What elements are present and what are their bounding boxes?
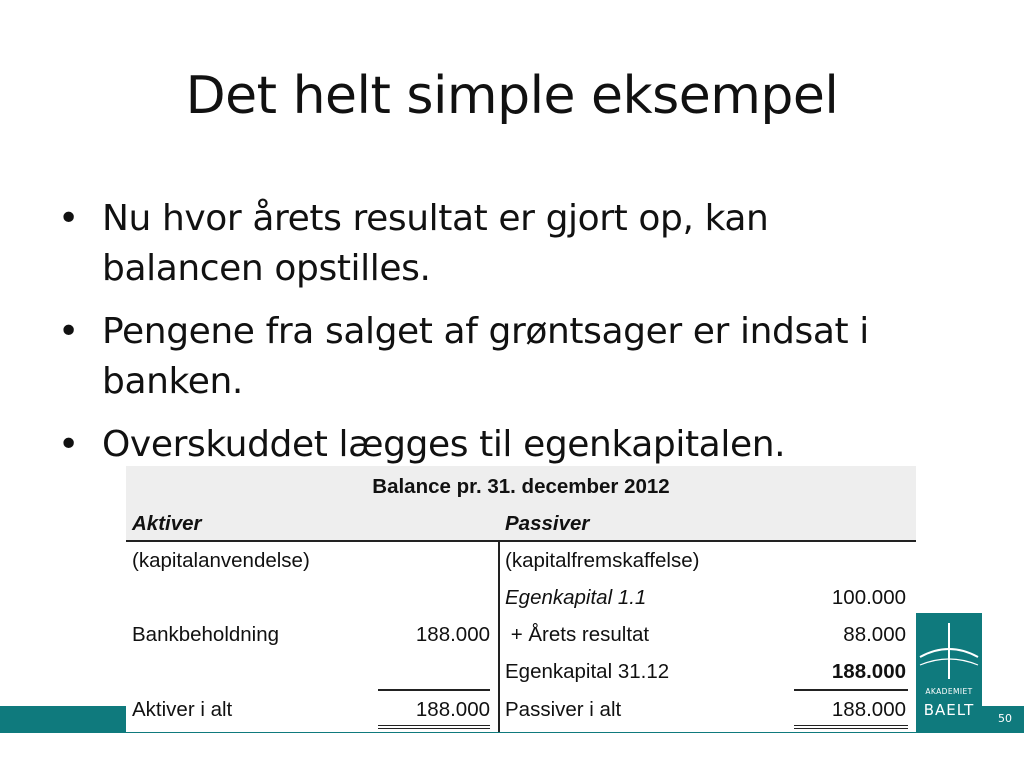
equity-start-value: 100.000 [831, 586, 906, 609]
bridge-icon [916, 613, 982, 687]
bullet-dot-icon: • [58, 198, 79, 239]
equity-start-label: Egenkapital 1.1 [505, 586, 647, 609]
liabilities-double-line-1 [794, 725, 908, 726]
bank-label: Bankbeholdning [132, 623, 280, 646]
akademiet-baelt-logo [916, 613, 982, 725]
bullet-item [58, 420, 938, 466]
balance-table [126, 466, 916, 732]
assets-header: Aktiver [132, 512, 202, 535]
liabilities-header: Passiver [505, 512, 590, 535]
assets-double-line-2 [378, 728, 490, 729]
bullet-item [58, 194, 938, 294]
assets-sum-line [378, 689, 490, 691]
bank-value: 188.000 [415, 623, 490, 646]
bullet-dot-icon: • [58, 424, 79, 465]
assets-subtitle: (kapitalanvendelse) [132, 549, 310, 572]
bullet-text: Pengene fra salget af grøntsager er indsat i banken. [102, 311, 869, 402]
balance-title: Balance pr. 31. december 2012 [372, 475, 670, 498]
total-assets-label: Aktiver i alt [132, 698, 233, 721]
total-assets-value: 188.000 [415, 698, 490, 721]
equity-end-value: 188.000 [831, 660, 906, 683]
bullet-list [58, 194, 938, 466]
total-liabilities-value: 188.000 [831, 698, 906, 721]
column-divider [498, 542, 500, 732]
page-number: 50 [998, 712, 1012, 725]
bullet-text: Overskuddet lægges til egenkapitalen. [102, 424, 786, 465]
logo-line1: AKADEMIET [925, 687, 973, 696]
header-divider [126, 540, 916, 542]
logo-line2: BAELT [923, 701, 975, 719]
equity-end-label: Egenkapital 31.12 [505, 660, 670, 683]
slide-title: Det helt simple eksempel [185, 66, 839, 126]
bullet-dot-icon: • [58, 311, 79, 352]
liabilities-sum-line [794, 689, 908, 691]
bullet-text: Nu hvor årets resultat er gjort op, kan balancen opstilles. [102, 198, 769, 289]
liabilities-subtitle: (kapitalfremskaffelse) [505, 549, 700, 572]
bullet-item [58, 307, 938, 407]
result-label: + Årets resultat [505, 623, 650, 646]
total-liabilities-label: Passiver i alt [505, 698, 622, 721]
result-value: 88.000 [843, 623, 906, 646]
assets-double-line-1 [378, 725, 490, 726]
liabilities-double-line-2 [794, 728, 908, 729]
